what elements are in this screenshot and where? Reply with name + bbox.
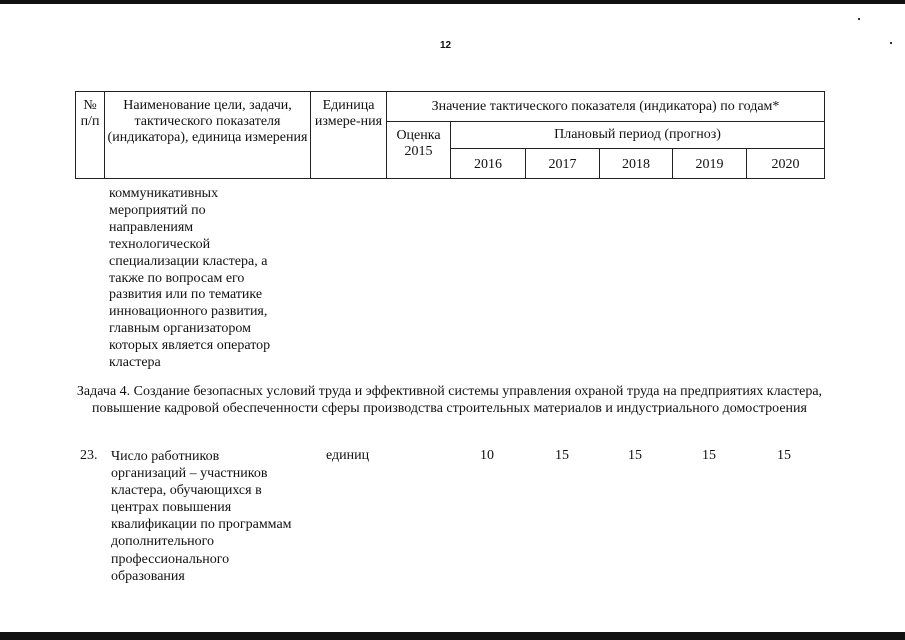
row-number: 23.	[80, 448, 98, 463]
scan-bottom-edge	[0, 632, 905, 640]
row-value-2019: 15	[702, 448, 716, 463]
header-year-2020: 2020	[747, 149, 825, 179]
header-year-2018: 2018	[600, 149, 673, 179]
header-plan-title: Плановый период (прогноз)	[451, 122, 825, 149]
row-value-2018: 15	[628, 448, 642, 463]
header-estimate: Оценка 2015	[387, 122, 451, 179]
task-heading: Задача 4. Создание безопасных условий труда и эффективной системы управления охраной труда на предприятиях кластера, повышение кадровой обеспеченности сферы производства строительных материалов и индустриального домостроения	[76, 384, 823, 416]
header-unit: Единица измере-ния	[311, 92, 387, 179]
row-value-2016: 10	[480, 448, 494, 463]
header-year-2016: 2016	[451, 149, 526, 179]
header-year-2019: 2019	[673, 149, 747, 179]
scan-speck	[858, 18, 860, 20]
header-year-2017: 2017	[526, 149, 600, 179]
scan-top-edge	[0, 0, 905, 4]
indicator-table-header	[75, 91, 825, 179]
continued-row-text: коммуникативных мероприятий по направлениям технологической специализации кластера, а также по вопросам его развития или по тематике инновационного развития, главным организатором которых является оператор кластера	[109, 186, 271, 371]
page-number: 12	[440, 40, 452, 51]
header-number: № п/п	[76, 92, 105, 179]
header-name: Наименование цели, задачи, тактического показателя (индикатора), единица измерения	[105, 92, 311, 179]
header-value-title: Значение тактического показателя (индикатора) по годам*	[387, 92, 825, 122]
row-value-2017: 15	[555, 448, 569, 463]
row-value-2020: 15	[777, 448, 791, 463]
scan-speck	[890, 42, 892, 44]
row-name: Число работников организаций – участников кластера, обучающихся в центрах повышения квалификации по программам дополнительного профессионального образования	[111, 449, 292, 584]
row-unit: единиц	[326, 448, 370, 463]
